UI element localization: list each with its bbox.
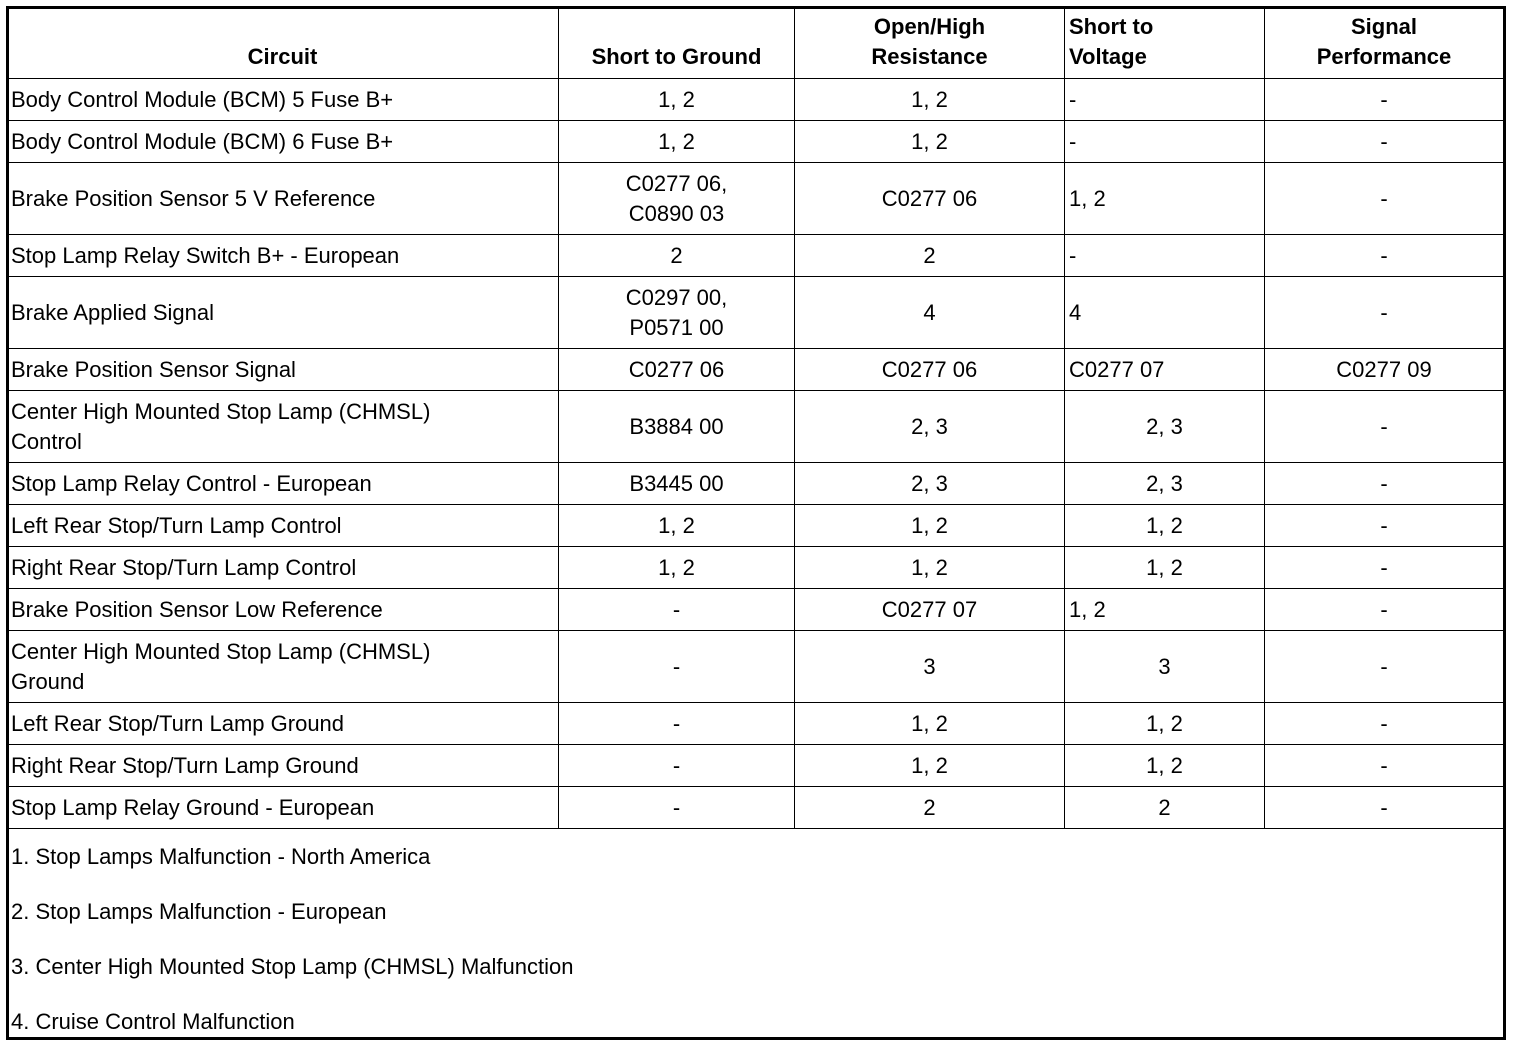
circuit-fault-table	[6, 6, 1504, 829]
cell-circuit: Left Rear Stop/Turn Lamp Control	[7, 505, 559, 547]
cell-short-to-ground: C0277 06, C0890 03	[559, 163, 795, 235]
cell-short-to-voltage: 2, 3	[1065, 463, 1265, 505]
cell-short-to-voltage: 2	[1065, 787, 1265, 829]
cell-open-high-resistance: 1, 2	[795, 505, 1065, 547]
cell-circuit: Right Rear Stop/Turn Lamp Ground	[7, 745, 559, 787]
cell-circuit: Brake Position Sensor Low Reference	[7, 589, 559, 631]
cell-short-to-voltage: -	[1065, 79, 1265, 121]
cell-short-to-ground: B3884 00	[559, 391, 795, 463]
cell-short-to-voltage: 1, 2	[1065, 547, 1265, 589]
cell-short-to-voltage: 1, 2	[1065, 163, 1265, 235]
cell-signal-performance: -	[1265, 745, 1504, 787]
header-open-high-resistance: Open/High Resistance	[795, 7, 1065, 79]
cell-short-to-voltage: 1, 2	[1065, 505, 1265, 547]
table-row	[7, 349, 1504, 391]
cell-circuit: Stop Lamp Relay Control - European	[7, 463, 559, 505]
cell-short-to-ground: -	[559, 745, 795, 787]
cell-open-high-resistance: 2, 3	[795, 391, 1065, 463]
table-row	[7, 547, 1504, 589]
table-row	[7, 703, 1504, 745]
cell-short-to-voltage: 4	[1065, 277, 1265, 349]
table-row	[7, 235, 1504, 277]
cell-short-to-ground: -	[559, 703, 795, 745]
cell-signal-performance: -	[1265, 787, 1504, 829]
cell-short-to-ground: 1, 2	[559, 547, 795, 589]
cell-short-to-ground: 1, 2	[559, 121, 795, 163]
cell-signal-performance: -	[1265, 235, 1504, 277]
cell-open-high-resistance: 2, 3	[795, 463, 1065, 505]
cell-circuit: Right Rear Stop/Turn Lamp Control	[7, 547, 559, 589]
cell-circuit: Stop Lamp Relay Switch B+ - European	[7, 235, 559, 277]
cell-short-to-voltage: 2, 3	[1065, 391, 1265, 463]
cell-circuit: Center High Mounted Stop Lamp (CHMSL) Ground	[7, 631, 559, 703]
cell-circuit: Center High Mounted Stop Lamp (CHMSL) Control	[7, 391, 559, 463]
cell-short-to-ground: C0297 00, P0571 00	[559, 277, 795, 349]
cell-short-to-ground: -	[559, 631, 795, 703]
cell-open-high-resistance: 2	[795, 235, 1065, 277]
footnote: 2. Stop Lamps Malfunction - European	[11, 899, 387, 924]
cell-circuit: Left Rear Stop/Turn Lamp Ground	[7, 703, 559, 745]
cell-signal-performance: -	[1265, 391, 1504, 463]
table-row	[7, 745, 1504, 787]
cell-signal-performance: -	[1265, 631, 1504, 703]
cell-circuit: Brake Position Sensor 5 V Reference	[7, 163, 559, 235]
cell-circuit: Body Control Module (BCM) 6 Fuse B+	[7, 121, 559, 163]
cell-open-high-resistance: C0277 07	[795, 589, 1065, 631]
cell-open-high-resistance: C0277 06	[795, 163, 1065, 235]
table-row	[7, 463, 1504, 505]
table-row	[7, 277, 1504, 349]
cell-short-to-voltage: 1, 2	[1065, 589, 1265, 631]
cell-signal-performance: -	[1265, 505, 1504, 547]
header-circuit: Circuit	[7, 7, 559, 79]
cell-short-to-voltage: 1, 2	[1065, 745, 1265, 787]
footnote: 1. Stop Lamps Malfunction - North America	[11, 844, 431, 869]
cell-signal-performance: -	[1265, 547, 1504, 589]
footnote: 3. Center High Mounted Stop Lamp (CHMSL) Malfunction	[11, 954, 574, 979]
cell-short-to-ground: -	[559, 787, 795, 829]
table-row	[7, 505, 1504, 547]
header-row	[7, 7, 1504, 79]
cell-signal-performance: -	[1265, 79, 1504, 121]
cell-signal-performance: -	[1265, 163, 1504, 235]
cell-short-to-ground: -	[559, 589, 795, 631]
cell-open-high-resistance: 1, 2	[795, 547, 1065, 589]
cell-signal-performance: -	[1265, 463, 1504, 505]
cell-circuit: Brake Applied Signal	[7, 277, 559, 349]
cell-short-to-voltage: 3	[1065, 631, 1265, 703]
cell-signal-performance: C0277 09	[1265, 349, 1504, 391]
cell-open-high-resistance: 1, 2	[795, 79, 1065, 121]
table-row	[7, 787, 1504, 829]
table-row	[7, 391, 1504, 463]
cell-short-to-ground: 1, 2	[559, 505, 795, 547]
table-row	[7, 163, 1504, 235]
cell-circuit: Brake Position Sensor Signal	[7, 349, 559, 391]
cell-open-high-resistance: C0277 06	[795, 349, 1065, 391]
cell-circuit: Body Control Module (BCM) 5 Fuse B+	[7, 79, 559, 121]
header-short-to-ground: Short to Ground	[559, 7, 795, 79]
table-row	[7, 631, 1504, 703]
cell-short-to-ground: B3445 00	[559, 463, 795, 505]
cell-short-to-voltage: -	[1065, 235, 1265, 277]
cell-signal-performance: -	[1265, 277, 1504, 349]
cell-open-high-resistance: 1, 2	[795, 703, 1065, 745]
cell-short-to-ground: C0277 06	[559, 349, 795, 391]
header-short-to-voltage: Short to Voltage	[1065, 7, 1265, 79]
cell-short-to-ground: 2	[559, 235, 795, 277]
cell-signal-performance: -	[1265, 703, 1504, 745]
cell-short-to-ground: 1, 2	[559, 79, 795, 121]
cell-short-to-voltage: C0277 07	[1065, 349, 1265, 391]
cell-open-high-resistance: 4	[795, 277, 1065, 349]
table-row	[7, 589, 1504, 631]
table-row	[7, 121, 1504, 163]
cell-open-high-resistance: 1, 2	[795, 745, 1065, 787]
cell-short-to-voltage: 1, 2	[1065, 703, 1265, 745]
table-row	[7, 79, 1504, 121]
footnote: 4. Cruise Control Malfunction	[11, 1009, 295, 1034]
cell-signal-performance: -	[1265, 589, 1504, 631]
header-signal-performance: Signal Performance	[1265, 7, 1504, 79]
cell-open-high-resistance: 2	[795, 787, 1065, 829]
cell-open-high-resistance: 1, 2	[795, 121, 1065, 163]
cell-signal-performance: -	[1265, 121, 1504, 163]
cell-short-to-voltage: -	[1065, 121, 1265, 163]
cell-circuit: Stop Lamp Relay Ground - European	[7, 787, 559, 829]
cell-open-high-resistance: 3	[795, 631, 1065, 703]
